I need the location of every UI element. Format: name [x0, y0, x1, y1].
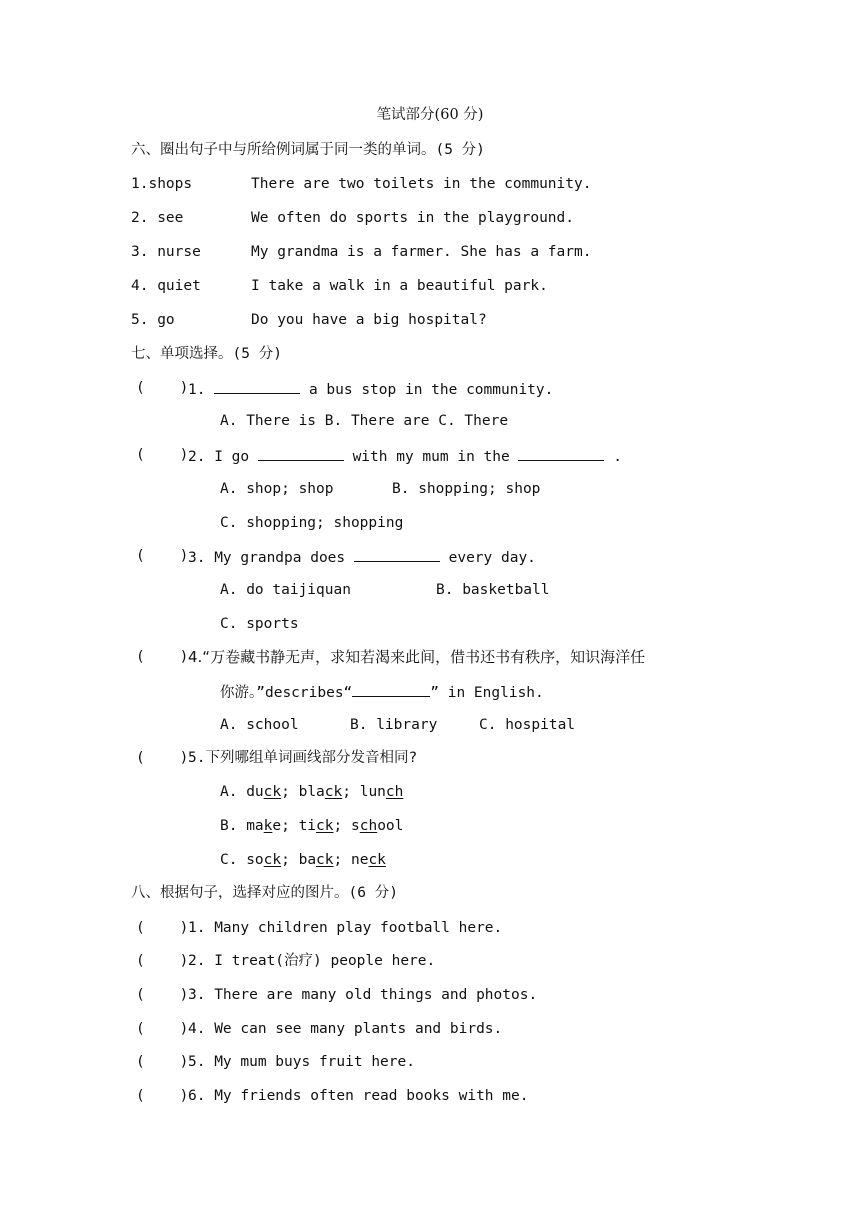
q2-option-c: C. shopping; shopping [220, 515, 404, 531]
s6-item-1-sentence: There are two toilets in the community. [251, 176, 592, 192]
q5a-underline-3: ch [385, 784, 404, 800]
s6-item-5-sentence: Do you have a big hospital? [251, 312, 487, 328]
q5a-mid-2: ; lun [342, 784, 386, 800]
answer-paren: ( ) [136, 920, 189, 936]
q5-option-b [220, 816, 403, 836]
s6-item-4-sentence: I take a walk in a beautiful park. [251, 278, 548, 294]
q2-end: . [613, 449, 622, 465]
s7-q3 [188, 546, 536, 568]
s6-item-2-sentence: We often do sports in the playground. [251, 210, 575, 226]
q1-text: a bus stop in the community. [308, 382, 554, 398]
q5b-underline-1: k [263, 818, 273, 834]
s8-item-2: 2. I treat(治疗) people here. [188, 953, 436, 969]
q5c-mid-2: ; ne [333, 852, 369, 868]
answer-paren: ( ) [136, 447, 189, 463]
page-title: 笔试部分(60 分) [376, 107, 484, 123]
s8-item-6: 6. My friends often read books with me. [188, 1088, 529, 1104]
s8-item-1: 1. Many children play football here. [188, 920, 503, 936]
q5a-label: A. du [220, 784, 264, 800]
answer-paren: ( ) [136, 987, 189, 1003]
q1-number: 1. [188, 382, 206, 398]
s6-item-3-sentence: My grandma is a farmer. She has a farm. [251, 244, 592, 260]
q5c-mid-1: ; ba [281, 852, 317, 868]
q5-text: 5.下列哪组单词画线部分发音相同? [188, 750, 418, 766]
s8-item-3: 3. There are many old things and photos. [188, 987, 538, 1003]
answer-paren: ( ) [136, 380, 189, 396]
answer-paren: ( ) [136, 548, 189, 564]
q5-option-a [220, 782, 403, 802]
s6-item-3-word: 3. nurse [131, 244, 201, 260]
q5c-underline-2: ck [316, 852, 334, 868]
q4-blank [352, 681, 430, 697]
q2-blank-2 [518, 445, 604, 461]
s6-item-5-word: 5. go [131, 312, 175, 328]
q5b-underline-3: ch [359, 818, 378, 834]
answer-paren: ( ) [136, 1088, 189, 1104]
q5c-label: C. so [220, 852, 264, 868]
s8-item-5: 5. My mum buys fruit here. [188, 1054, 415, 1070]
q3-pre: 3. My grandpa does [188, 550, 346, 566]
s7-q2 [188, 445, 622, 467]
q1-options: A. There is B. There are C. There [220, 413, 509, 429]
q4-line-1: 4.“万卷藏书静无声，求知若渴来此间，借书还书有秩序，知识海洋任 [188, 648, 646, 666]
q3-blank [354, 546, 440, 562]
section-8-heading: 八、根据句子，选择对应的图片。(6 分) [131, 885, 398, 901]
q5b-label: B. ma [220, 818, 264, 834]
q2-option-a: A. shop; shop [220, 481, 334, 497]
q5a-mid-1: ; bla [281, 784, 325, 800]
q3-option-a: A. do taijiquan [220, 582, 351, 598]
q1-blank [214, 378, 300, 394]
q5c-underline-3: ck [368, 852, 386, 868]
answer-paren: ( ) [136, 750, 189, 766]
s6-item-2-word: 2. see [131, 210, 184, 226]
answer-paren: ( ) [136, 1021, 189, 1037]
q4-option-a: A. school [220, 717, 299, 733]
q2-mid: with my mum in the [352, 449, 510, 465]
q3-post: every day. [448, 550, 536, 566]
s7-q4-line-2 [220, 681, 544, 703]
q3-option-c: C. sports [220, 616, 299, 632]
q5a-underline-2: ck [324, 784, 343, 800]
q4-option-c: C. hospital [479, 717, 576, 733]
q2-option-b: B. shopping; shop [392, 481, 541, 497]
s6-item-4-word: 4. quiet [131, 278, 201, 294]
s7-q1 [188, 378, 553, 400]
answer-paren: ( ) [136, 649, 189, 665]
q5-option-c [220, 850, 386, 870]
q5b-underline-2: ck [316, 818, 334, 834]
s6-item-1-word: 1.shops [131, 176, 193, 192]
s8-item-4: 4. We can see many plants and birds. [188, 1021, 503, 1037]
section-7-heading: 七、单项选择。(5 分) [131, 346, 282, 362]
q2-blank-1 [258, 445, 344, 461]
q3-option-b: B. basketball [436, 582, 550, 598]
q5c-underline-1: ck [263, 852, 282, 868]
q2-pre: 2. I go [188, 449, 250, 465]
q4-line2-pre: 你游。”describes“ [220, 685, 353, 701]
q4-option-b: B. library [350, 717, 438, 733]
section-6-heading: 六、圈出句子中与所给例词属于同一类的单词。(5 分) [131, 142, 485, 158]
answer-paren: ( ) [136, 953, 189, 969]
q5b-mid-1: e; ti [272, 818, 317, 834]
q5b-mid-2: ; s [333, 818, 360, 834]
q5b-end: ool [377, 818, 404, 834]
q5a-underline-1: ck [263, 784, 282, 800]
q4-line2-post: ” in English. [430, 685, 544, 701]
answer-paren: ( ) [136, 1054, 189, 1070]
